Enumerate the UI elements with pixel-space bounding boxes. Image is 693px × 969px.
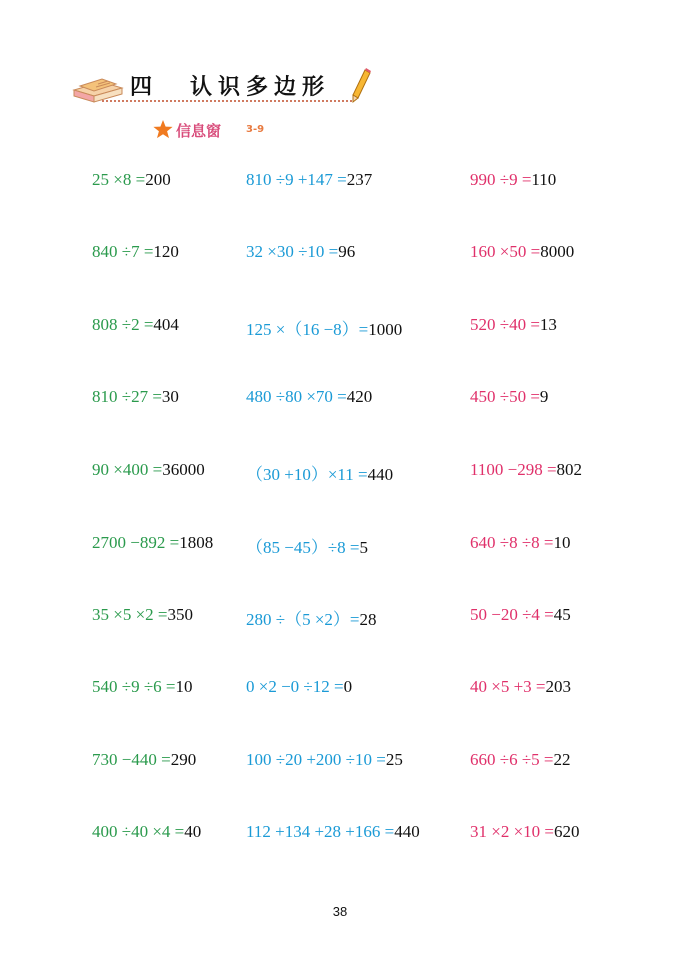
exercise-item [246,242,355,262]
exercise-row [92,822,652,846]
answer: 110 [531,170,557,189]
answer: 9 [539,387,549,406]
expression: 50 −20 ÷4 = [470,605,554,624]
exercise-item [92,170,171,190]
answer: 203 [545,677,572,696]
expression: 125 ×（16 −8）= [246,320,369,339]
expression: 730 −440 = [92,750,171,769]
exercise-row [92,750,652,774]
expression: 25 ×8 = [92,170,146,189]
answer: 40 [184,822,202,841]
expression: （30 +10）×11 = [246,465,368,484]
expression: 40 ×5 +3 = [470,677,546,696]
chapter-title: 认识多边形 [190,75,331,100]
exercise-item [470,677,571,697]
expression: 2700 −892 = [92,533,180,552]
expression: 990 ÷9 = [470,170,532,189]
expression: 280 ÷（5 ×2）= [246,610,360,629]
answer: 1808 [179,533,214,552]
answer: 0 [343,677,353,696]
exercise-item [92,750,196,770]
info-label: 信息窗 [176,122,222,140]
expression: 540 ÷9 ÷6 = [92,677,176,696]
answer: 25 [385,750,403,769]
exercise-item [92,533,213,553]
answer: 30 [161,387,179,406]
exercise-item [246,460,393,485]
exercise-row [92,533,652,557]
answer: 22 [553,750,571,769]
page-number: 38 [332,904,348,919]
exercise-row [92,242,652,266]
exercise-item [246,605,377,630]
exercise-item [92,822,201,842]
answer: 802 [556,460,583,479]
exercise-item [246,750,403,770]
exercise-item [92,315,179,335]
exercise-item [470,533,571,553]
answer: 237 [346,170,373,189]
answer: 10 [175,677,193,696]
exercise-item [92,605,193,625]
answer: 404 [153,315,179,334]
exercise-item [92,242,179,262]
answer: 28 [359,610,377,629]
expression: 32 ×30 ÷10 = [246,242,339,261]
answer: 13 [539,315,557,334]
exercise-item [470,242,574,262]
exercise-item [470,315,557,335]
expression: 480 ÷80 ×70 = [246,387,347,406]
answer: 36000 [162,460,205,479]
answer: 620 [554,822,580,841]
exercise-item [92,387,179,407]
info-code: 3-9 [246,124,265,135]
expression: 1100 −298 = [470,460,557,479]
answer: 1000 [368,320,403,339]
exercise-item [470,750,571,770]
title-underline [102,100,352,102]
expression: 100 ÷20 +200 ÷10 = [246,750,386,769]
star-icon [152,119,174,140]
answer: 440 [394,822,420,841]
exercise-row [92,170,652,194]
answer: 290 [170,750,197,769]
expression: 810 ÷9 +147 = [246,170,347,189]
exercise-item [246,822,420,842]
chapter-number: 四 [130,75,154,100]
expression: 810 ÷27 = [92,387,162,406]
exercise-item [470,387,548,407]
exercise-item [246,677,352,697]
expression: 160 ×50 = [470,242,541,261]
answer: 200 [145,170,171,189]
exercise-item [246,170,372,190]
expression: 112 +134 +28 +166 = [246,822,395,841]
exercise-item [470,822,580,842]
exercise-item [470,170,556,190]
expression: 31 ×2 ×10 = [470,822,555,841]
expression: 808 ÷2 = [92,315,154,334]
expression: 450 ÷50 = [470,387,540,406]
expression: 640 ÷8 ÷8 = [470,533,554,552]
exercise-row [92,605,652,629]
answer: 8000 [540,242,575,261]
expression: （85 −45）÷8 = [246,538,360,557]
answer: 45 [553,605,571,624]
expression: 0 ×2 −0 ÷12 = [246,677,344,696]
exercise-item [246,315,402,340]
exercise-item [470,460,582,480]
pencil-icon [350,68,372,104]
exercise-item [246,533,368,558]
exercise-item [92,677,193,697]
answer: 350 [167,605,194,624]
answer: 420 [346,387,373,406]
expression: 35 ×5 ×2 = [92,605,168,624]
exercise-row [92,315,652,339]
expression: 840 ÷7 = [92,242,154,261]
expression: 90 ×400 = [92,460,163,479]
exercise-row [92,460,652,484]
answer: 96 [338,242,356,261]
expression: 660 ÷6 ÷5 = [470,750,554,769]
exercise-item [92,460,205,480]
answer: 440 [367,465,394,484]
exercise-row [92,677,652,701]
answer: 5 [359,538,369,557]
exercise-item [246,387,372,407]
exercise-row [92,387,652,411]
chapter-header [72,66,382,108]
expression: 520 ÷40 = [470,315,540,334]
answer: 120 [153,242,179,261]
expression: 400 ÷40 ×4 = [92,822,185,841]
answer: 10 [553,533,571,552]
exercise-item [470,605,571,625]
